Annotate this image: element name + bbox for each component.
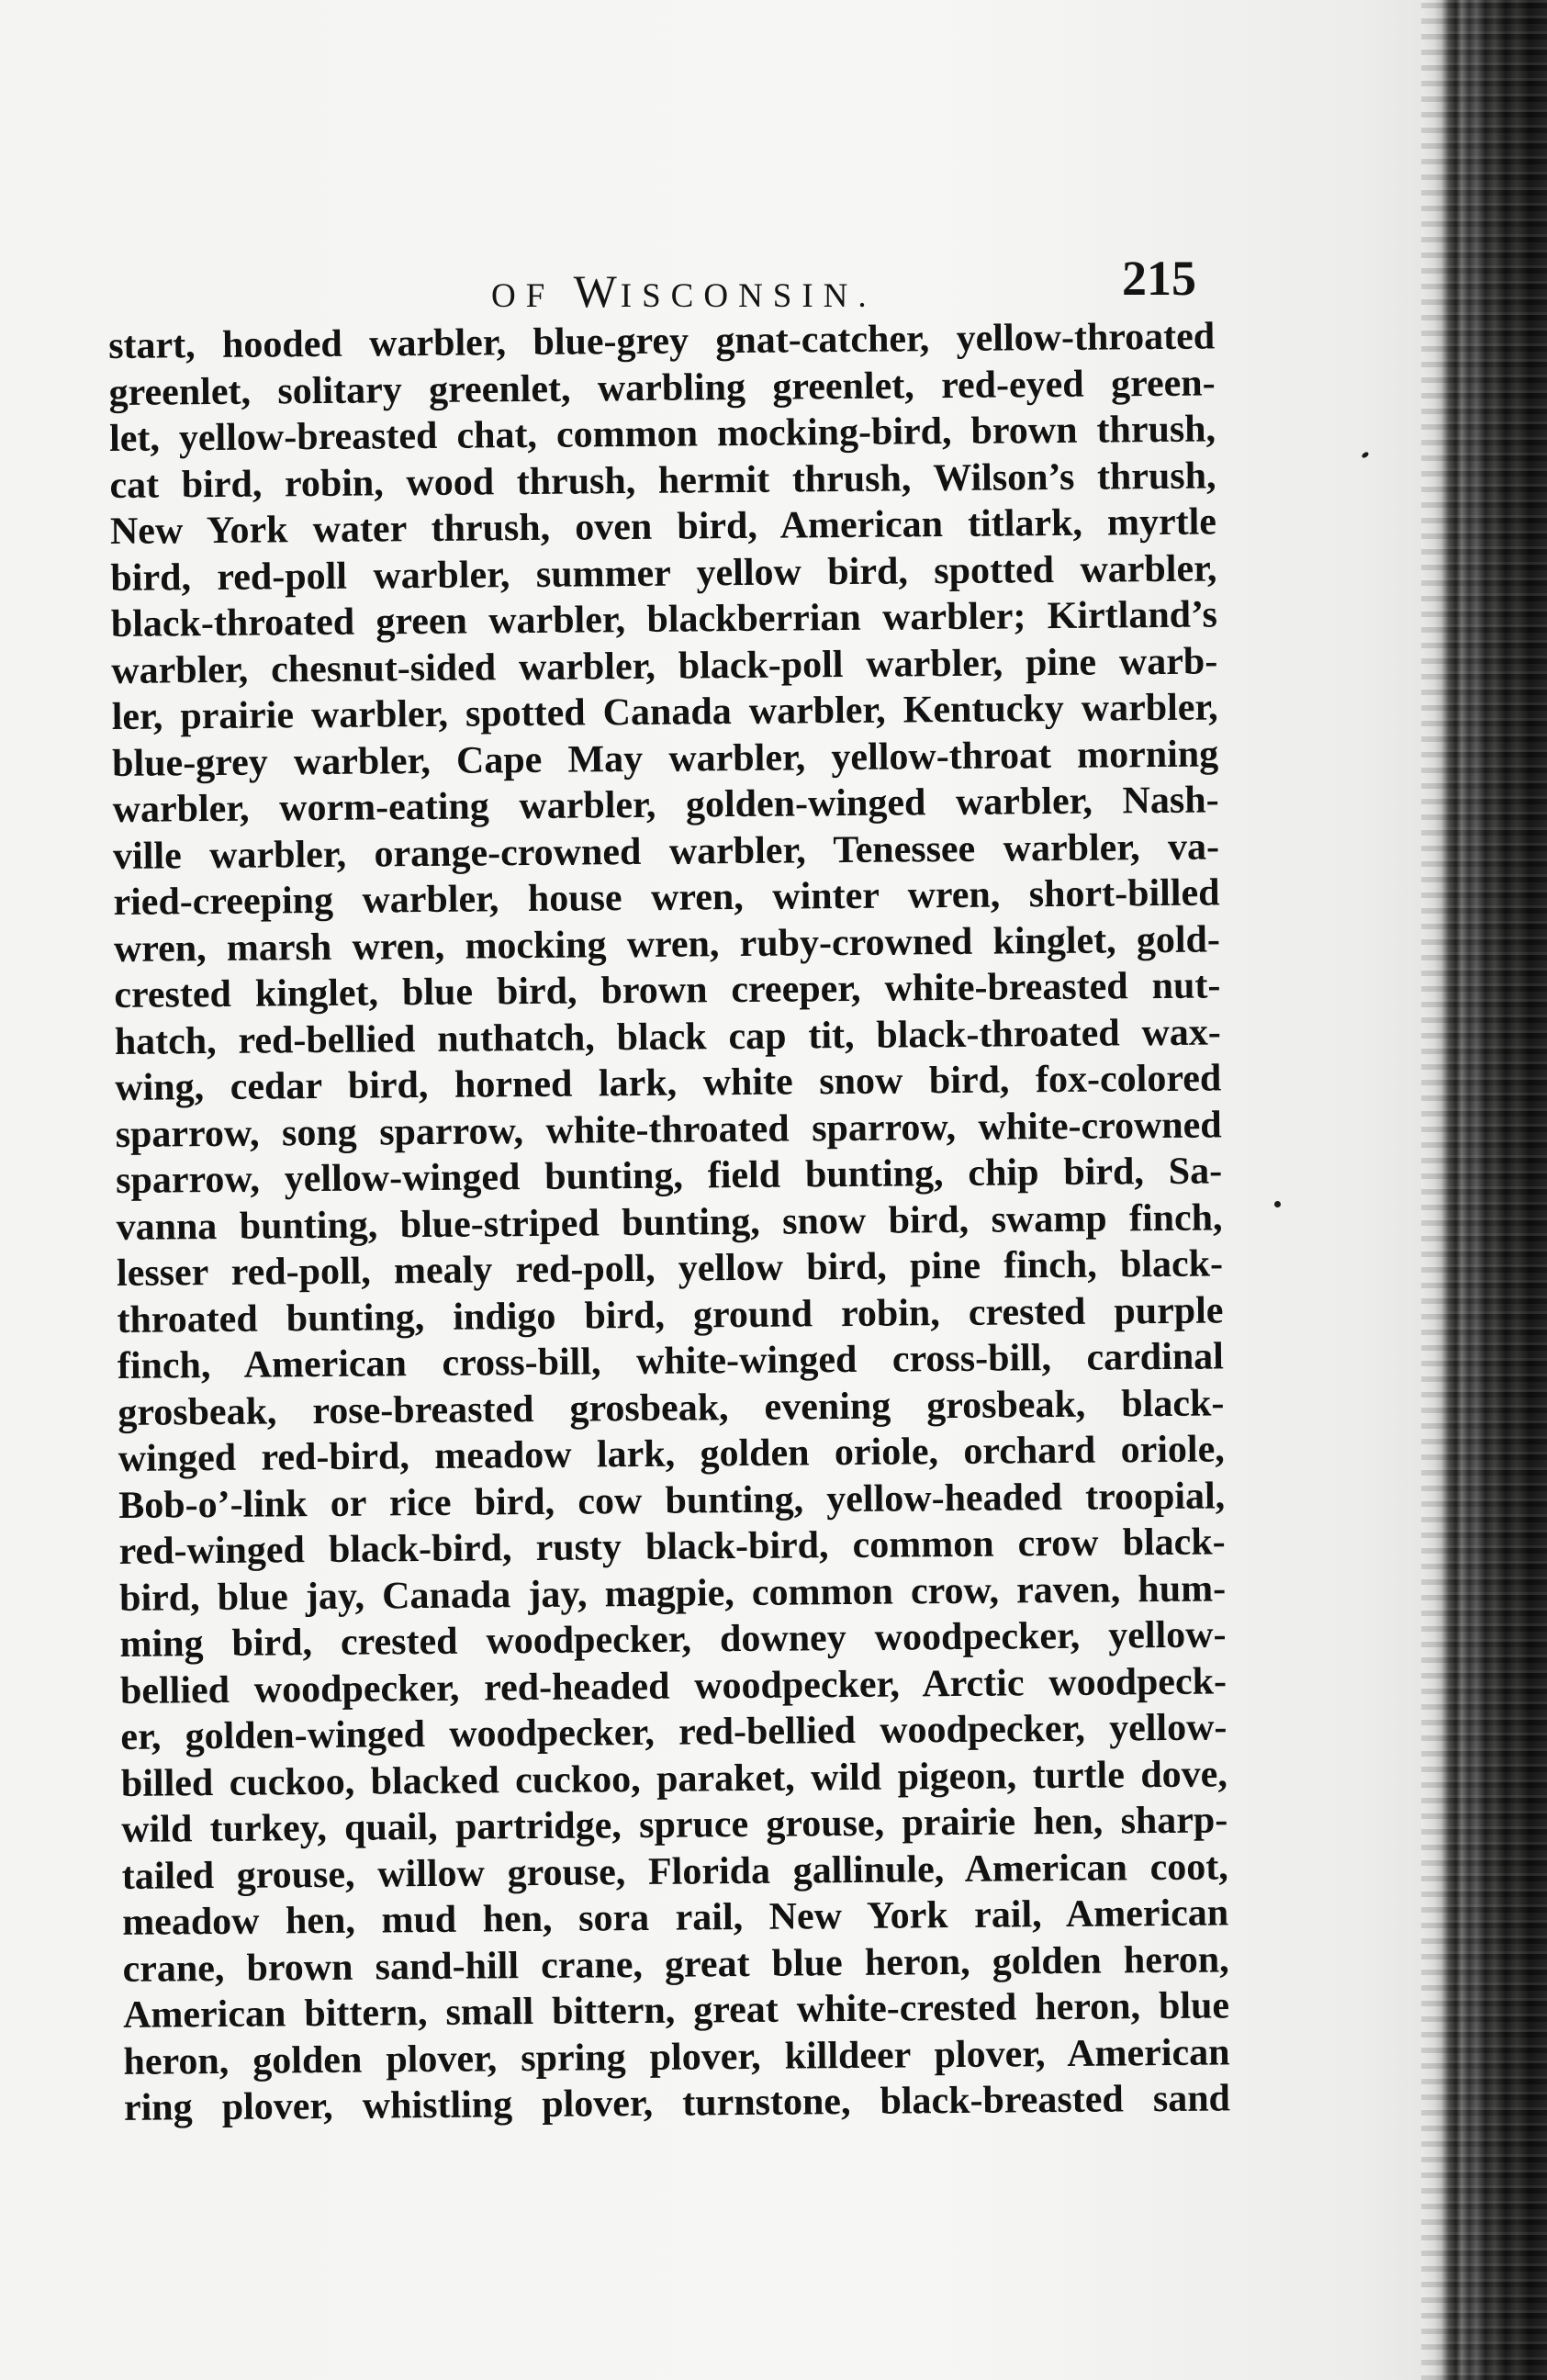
text-line: tailed grouse, willow grouse, Florida gallinule, American coot, [121,1845,1228,1898]
book-fore-edge [1421,0,1547,2380]
text-line: lesser red-poll, mealy red-poll, yellow bird, pine finch, black- [116,1242,1224,1295]
text-line: ming bird, crested woodpecker, downey woodpecker, yellow- [119,1613,1227,1666]
text-line: black-throated green warbler, blackberrian warbler; Kirtland’s [110,593,1218,646]
running-head-rest: ISCONSIN. [620,277,877,315]
text-line: bellied woodpecker, red-headed woodpecker, Arctic woodpeck- [119,1659,1228,1712]
text-line: ville warbler, orange-crowned warbler, Tenessee warbler, va- [112,825,1220,878]
text-line: ried-creeping warbler, house wren, winter wren, short-billed [113,871,1220,924]
running-head [491,264,877,318]
text-line: start, hooded warbler, blue-grey gnat-catcher, yellow-throated [108,315,1216,367]
text-line: crane, brown sand-hill crane, great blue heron, golden heron, [122,1937,1229,1991]
text-line: vanna bunting, blue-striped bunting, snow bird, swamp finch, [116,1196,1223,1249]
text-line: bird, red-poll warbler, summer yellow bird, spotted warbler, [110,546,1217,600]
text-line: throated bunting, indigo bird, ground robin, crested purple [117,1288,1224,1342]
text-line: heron, golden plover, spring plover, killdeer plover, American [123,2030,1230,2083]
running-head-initial: W [573,265,621,317]
running-head-prefix: OF [491,277,574,315]
text-line: Bob-o’-link or rice bird, cow bunting, yellow-headed troopial, [118,1474,1226,1527]
text-line: wing, cedar bird, horned lark, white snow bird, fox-colored [115,1057,1222,1109]
text-line: sparrow, song sparrow, white-throated sparrow, white-crowned [115,1103,1222,1156]
text-line: warbler, chesnut-sided warbler, black-poll warbler, pine warb- [111,639,1218,692]
text-line: New York water thrush, oven bird, American titlark, myrtle [109,500,1217,553]
text-line: let, yellow-breasted chat, common mocking-bird, brown thrush, [108,408,1216,460]
text-line: ler, prairie warbler, spotted Canada warbler, Kentucky warbler, [111,686,1218,738]
text-line: red-winged black-bird, rusty black-bird, common crow black- [118,1521,1226,1573]
text-line: billed cuckoo, blacked cuckoo, paraket, wild pigeon, turtle dove, [120,1752,1228,1805]
text-line: hatch, red-bellied nuthatch, black cap tit, black-throated wax- [114,1010,1221,1063]
page-number: 215 [1122,251,1196,306]
ink-speck [1274,1201,1281,1207]
body-text [108,313,1230,2131]
text-line: meadow hen, mud hen, sora rail, New York rail, American [122,1892,1229,1944]
text-line: bird, blue jay, Canada jay, magpie, common crow, raven, hum- [118,1566,1227,1620]
text-line: warbler, worm-eating warbler, golden-winged warbler, Nash- [112,779,1219,831]
text-line: wren, marsh wren, mocking wren, ruby-crowned kinglet, gold- [113,917,1221,971]
text-line: grosbeak, rose-breasted grosbeak, evening grosbeak, black- [118,1381,1225,1434]
text-line: er, golden-winged woodpecker, red-bellied woodpecker, yellow- [120,1706,1228,1758]
text-line: sparrow, yellow-winged bunting, field bunting, chip bird, Sa- [115,1150,1223,1202]
text-line: greenlet, solitary greenlet, warbling greenlet, red-eyed green- [108,361,1216,414]
text-line: ring plover, whistling plover, turnstone, black-breasted sand [123,2077,1231,2129]
text-line: winged red-bird, meadow lark, golden oriole, orchard oriole, [118,1428,1225,1480]
text-line: crested kinglet, blue bird, brown creeper, white-breasted nut- [114,964,1221,1016]
text-line: wild turkey, quail, partridge, spruce grouse, prairie hen, sharp- [121,1799,1228,1851]
text-line: blue-grey warbler, Cape May warbler, yellow-throat morning [111,732,1219,785]
text-line: cat bird, robin, wood thrush, hermit thrush, Wilson’s thrush, [109,454,1216,507]
text-line: finch, American cross-bill, white-winged cross-bill, cardinal [117,1335,1225,1387]
text-line: American bittern, small bittern, great white-crested heron, blue [122,1984,1230,2037]
ink-speck [1361,451,1369,459]
